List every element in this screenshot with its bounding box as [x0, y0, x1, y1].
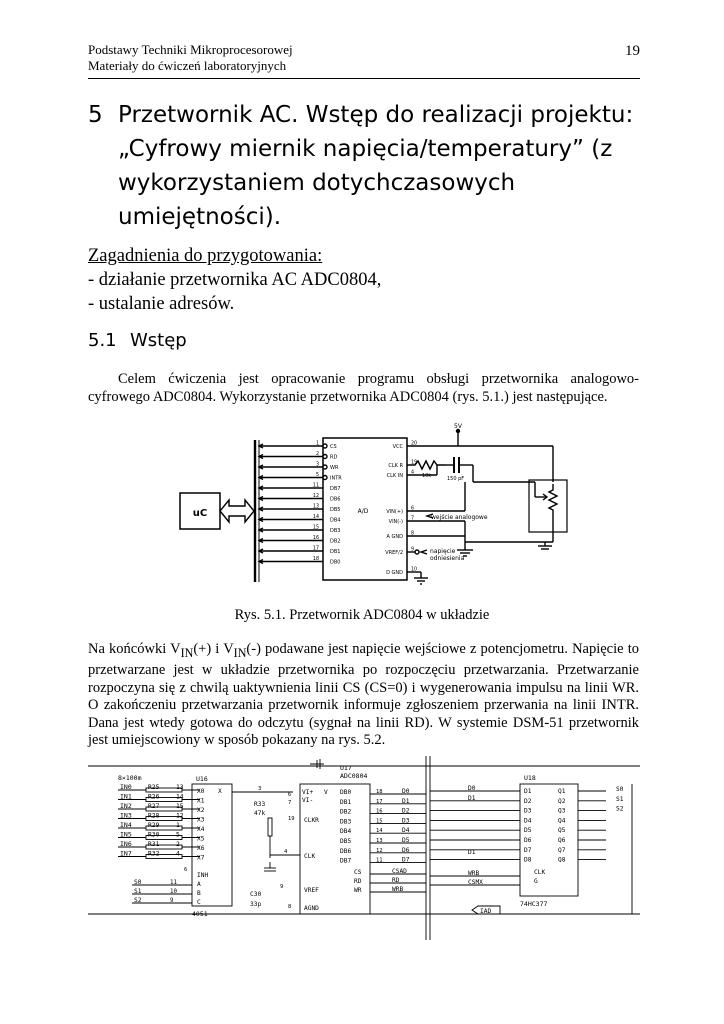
schematic-content — [88, 756, 640, 940]
pin-number: 13 — [376, 838, 383, 844]
latch-input-pin: D8 — [524, 856, 532, 864]
latch-input-pin: D7 — [524, 846, 532, 854]
bus-label: D5 — [402, 837, 410, 844]
vcc-label: 5V — [454, 423, 462, 430]
latch-output-pin: Q2 — [558, 797, 566, 805]
ctrl-net-label: CSAD — [392, 868, 407, 875]
intro-paragraph: Celem ćwiczenia jest opracowanie programu obsługi przetwornika analogowo-cyfrowego ADC0804. Wykorzystanie przetwornika ADC0804 (rys. 5.1.) jest następujące. — [88, 371, 639, 405]
pin-number: 18 — [312, 557, 319, 562]
pin-number: 1 — [315, 441, 319, 447]
resistor-label: R25 — [148, 784, 160, 791]
pin-name: DB1 — [330, 549, 341, 555]
pin-number: 17 — [312, 546, 319, 552]
latch-output-pin: Q6 — [558, 837, 566, 844]
pin-name: CLK R — [388, 463, 403, 469]
pin-number: 11 — [376, 857, 383, 864]
r33-label: R33 — [254, 801, 266, 808]
pin-name: VIN(-) — [388, 519, 403, 525]
preparation-topics — [88, 244, 640, 316]
resistor-pin: 14 — [176, 793, 184, 801]
adc-data-pin: DB5 — [340, 838, 352, 845]
resistor-pin: 2 — [176, 841, 180, 848]
pin-name: RD — [330, 454, 338, 461]
adc-data-pin: DB4 — [340, 828, 352, 836]
input-label: IN4 — [120, 821, 132, 829]
header-subtitle: Materiały do ćwiczeń laboratoryjnych — [88, 58, 287, 73]
input-label: IN6 — [120, 840, 132, 848]
pin-number: 17 — [376, 798, 383, 805]
section-title: Wstęp — [130, 330, 187, 351]
uc-label: uC — [192, 508, 208, 519]
bus-label: D1 — [468, 849, 476, 856]
pin-number: 4 — [411, 470, 415, 476]
page-number: 19 — [625, 43, 640, 59]
left-pins — [259, 441, 342, 566]
latch-label: U18 — [524, 774, 536, 782]
input-label: IN7 — [120, 849, 132, 858]
pin-number: 3 — [315, 462, 319, 468]
resistor-pin: 1 — [176, 822, 180, 829]
bus-label: D1 — [468, 795, 476, 802]
adc-ctrl-pin: CS — [354, 869, 362, 876]
latch-output-pin: Q3 — [558, 807, 566, 815]
latch-ctrl-pin: CLK — [534, 869, 546, 876]
pin-number: 4 — [284, 849, 288, 855]
mux-pin-name: X5 — [197, 835, 205, 843]
latch-output-pin: Q8 — [558, 856, 566, 864]
pin-number: 8 — [288, 904, 292, 910]
pin-number: 10 — [411, 567, 418, 573]
adc-pin-name: VREF — [304, 887, 319, 894]
adc0804-circuit-figure — [175, 420, 575, 595]
pin-name: DB5 — [330, 507, 341, 513]
adc-data-pin: DB7 — [340, 857, 352, 865]
pin-name: CLK IN — [386, 473, 403, 479]
latch-net-label: WRB — [468, 870, 480, 877]
inversion-bubble — [323, 465, 327, 469]
resistor-label: R31 — [148, 841, 160, 848]
intr-label: IAD — [480, 908, 492, 915]
description-paragraph: Na końcówki $V_{IN}(+)$ i $V_{IN}(-)$ podawane jest napięcie wejściowe z potencjometru. Napięcie to przetwarzane jest w układzie przetwornika po rozpoczęciu przetwarzania. Przetwarzanie rozpoczyna się z chwilą uaktywnienia linii CS (CS=0) i wygenerowania impulsu na linii WR. O zakończeniu przetwarzania przetwornik informuje zgłoszeniem przerwania na linii INTR. Dana jest wtedy gotowa do odczytu (sygnał na linii RD). W systemie DSM-51 przetwornik jest umiejscowiony w sposób pokazany na rys. 5.2. — [88, 641, 639, 749]
pin-name: VREF/2 — [385, 550, 403, 556]
input-label: wejście analogowe — [431, 514, 488, 521]
adc-ctrl-pin: RD — [354, 878, 362, 885]
output-label: S2 — [616, 805, 624, 813]
select-pin-num: 10 — [170, 889, 177, 895]
latch-net-label: CSMX — [468, 879, 483, 886]
pin-number: 16 — [376, 808, 383, 815]
adc-label: U17 — [340, 764, 352, 772]
pin-name: DB2 — [330, 538, 341, 545]
latch-input-pin: D6 — [524, 837, 532, 844]
bus-label: D1 — [402, 797, 410, 805]
resistor-pin: 5 — [176, 831, 180, 839]
pin-name: D GND — [386, 570, 403, 576]
pin-number: 9 — [280, 884, 284, 890]
pin-name: INTR — [330, 475, 342, 482]
mux-label: U16 — [196, 775, 208, 783]
input-label: IN5 — [120, 830, 132, 839]
mux-pin-name: X4 — [197, 826, 205, 833]
preparation-item: - ustalanie adresów. — [88, 294, 235, 314]
select-pin-num: 9 — [170, 898, 174, 904]
c30-label: C30 — [250, 891, 262, 898]
mux-pin-name: X1 — [197, 797, 205, 805]
pin-number: 19 — [411, 460, 418, 466]
pin-name: CS — [330, 444, 337, 450]
pin-name: A GND — [386, 534, 403, 540]
pin-number: 15 — [376, 818, 383, 825]
pin-number: 19 — [288, 816, 295, 822]
mux-part: 4051 — [192, 910, 208, 918]
adc-data-pin: DB3 — [340, 818, 352, 826]
bus-label: D2 — [402, 807, 410, 815]
pin-name: DB0 — [330, 559, 341, 566]
pin-number: 11 — [312, 483, 319, 489]
select-label: S0 — [134, 879, 142, 886]
pin-name: WR — [330, 465, 339, 471]
inversion-bubble — [323, 444, 327, 448]
decoupling-capacitor — [310, 759, 324, 769]
pin-number: 20 — [411, 441, 418, 447]
adc-pin-name: AGND — [304, 905, 319, 912]
pin-number: 2 — [315, 452, 319, 457]
mux-pin-name: X0 — [197, 788, 205, 795]
resistor-pin: 15 — [176, 803, 184, 810]
latch-input-pin: D4 — [524, 817, 532, 825]
pin-number: 9 — [411, 547, 415, 553]
pin-number: 16 — [312, 536, 319, 541]
ctrl-net-label: WRB — [392, 886, 404, 893]
latch-ctrl-pin: G — [534, 878, 538, 885]
latch-input-pin: D2 — [524, 797, 532, 805]
potentiometer — [549, 484, 557, 528]
preparation-item: - działanie przetwornika AC ADC0804, — [88, 270, 382, 290]
bus-label: D3 — [402, 817, 410, 825]
resistor-label: R32 — [148, 850, 160, 858]
bus-label: D0 — [468, 785, 476, 792]
c30-value: 33p — [250, 901, 262, 908]
header-course-title: Podstawy Techniki Mikroprocesorowej — [88, 42, 293, 57]
adc-pin-name: VI+ — [302, 789, 314, 796]
adc-data-pin: DB6 — [340, 847, 352, 855]
adc-data-pin: DB2 — [340, 808, 352, 816]
pin-number: 3 — [258, 786, 262, 792]
select-label: S1 — [134, 888, 142, 895]
pin-number: 5 — [315, 473, 319, 478]
resistor-label: R27 — [148, 803, 160, 810]
latch-part: 74HC377 — [520, 900, 548, 908]
chapter-number: 5 — [88, 102, 103, 128]
section-heading — [88, 329, 187, 353]
mux-pin-name: X3 — [197, 816, 205, 824]
inversion-bubble — [323, 455, 327, 459]
vref-arrow — [421, 550, 427, 554]
pin-number: 7 — [288, 800, 292, 806]
pin-name: DB4 — [330, 517, 341, 524]
page-header — [88, 42, 640, 79]
input-label: IN3 — [120, 811, 132, 820]
chapter-title: Przetwornik AC. Wstęp do realizacji projektu: „Cyfrowy miernik napięcia/temperatury” (z wykorzystaniem dotychczasowych umiejętności). — [118, 102, 634, 230]
bus-label: D7 — [402, 856, 410, 864]
capacitor-label: 150 pF — [447, 476, 465, 482]
ref-label-1: napięcie — [430, 548, 456, 555]
r33-value: 47k — [254, 810, 266, 817]
latch-input-pin: D5 — [524, 827, 532, 835]
mux-pin-name: X2 — [197, 807, 205, 814]
resistor-label: 10k — [422, 473, 432, 479]
figure-caption: Rys. 5.1. Przetwornik ADC0804 w układzie — [234, 607, 490, 623]
pin-number: 15 — [312, 525, 319, 531]
vref-node — [415, 550, 419, 554]
pin-number: 18 — [376, 789, 383, 795]
latch-input-pin: D3 — [524, 807, 532, 815]
bus-label: D4 — [402, 827, 410, 835]
mux-out-pin: X — [218, 788, 222, 795]
latch-output-pin: Q5 — [558, 827, 566, 835]
output-label: S0 — [616, 786, 624, 793]
resistor-label: R26 — [148, 793, 160, 801]
ref-label-2: odniesienia — [430, 555, 465, 562]
mux-pin-num: 6 — [184, 867, 188, 873]
input-label: IN1 — [120, 792, 132, 801]
pin-name: VIN(+) — [386, 509, 403, 515]
pin-number: 13 — [312, 504, 319, 510]
chip-label: A/D — [357, 508, 369, 515]
pin-number: 14 — [376, 828, 383, 835]
mux-ctrl-pin: INH — [197, 872, 209, 879]
adc-pin-name: VI- — [302, 797, 314, 804]
ctrl-net-label: RD — [392, 877, 400, 884]
select-pin-num: 11 — [170, 880, 177, 886]
adc-ctrl-pin: WR — [354, 887, 362, 894]
inversion-bubble — [323, 476, 327, 480]
mux-pin-name: X6 — [197, 845, 205, 852]
mux-pin-name: X7 — [197, 854, 205, 862]
resistor-pin: 13 — [176, 784, 184, 791]
pin-name: DB3 — [330, 528, 341, 534]
preparation-heading: Zagadnienia do przygotowania: — [88, 246, 323, 266]
adc-pin-name: V — [324, 789, 328, 796]
latch-output-pin: Q4 — [558, 817, 566, 825]
output-label: S1 — [616, 795, 624, 803]
pin-number: 12 — [312, 494, 319, 499]
latch-output-pin: Q7 — [558, 846, 566, 854]
pin-number: 12 — [376, 847, 383, 854]
bus-arrow — [220, 500, 254, 522]
pin-number: 7 — [411, 516, 415, 522]
resistor-pin: 12 — [176, 812, 184, 820]
mux-ctrl-pin: C — [197, 899, 201, 906]
adc-part: ADC0804 — [340, 772, 368, 780]
resistor-label: R30 — [148, 831, 160, 839]
vcc-node — [457, 430, 460, 433]
bus-label: D6 — [402, 846, 410, 854]
resistor-r33 — [268, 818, 272, 836]
latch-input-pin: D1 — [524, 788, 532, 795]
input-label: IN0 — [120, 783, 132, 791]
dsm51-adc-schematic — [88, 756, 640, 940]
resistor-label: R28 — [148, 812, 160, 820]
select-label: S2 — [134, 897, 142, 904]
latch-output-pin: Q1 — [558, 788, 566, 795]
pin-number: 8 — [411, 531, 415, 537]
pin-number: 6 — [288, 792, 292, 798]
adc-pin-name: CLKR — [304, 817, 319, 824]
mux-ctrl-pin: B — [197, 890, 201, 897]
resistor-pin: 4 — [176, 850, 180, 858]
resistor-label: R29 — [148, 822, 160, 829]
pin-name: DB6 — [330, 496, 341, 503]
resistor-network-label: 8×100m — [118, 774, 142, 782]
adc-data-pin: DB0 — [340, 789, 352, 796]
section-number: 5.1 — [88, 330, 117, 351]
bus-label: D0 — [402, 788, 410, 795]
adc-data-pin: DB1 — [340, 798, 352, 806]
adc-pin-name: CLK — [304, 853, 316, 860]
pin-name: VCC — [392, 444, 403, 450]
pin-number: 6 — [411, 506, 415, 512]
mux-ctrl-pin: A — [197, 881, 201, 888]
pin-name: DB7 — [330, 486, 341, 492]
input-label: IN2 — [120, 802, 132, 810]
pin-number: 14 — [312, 515, 319, 520]
